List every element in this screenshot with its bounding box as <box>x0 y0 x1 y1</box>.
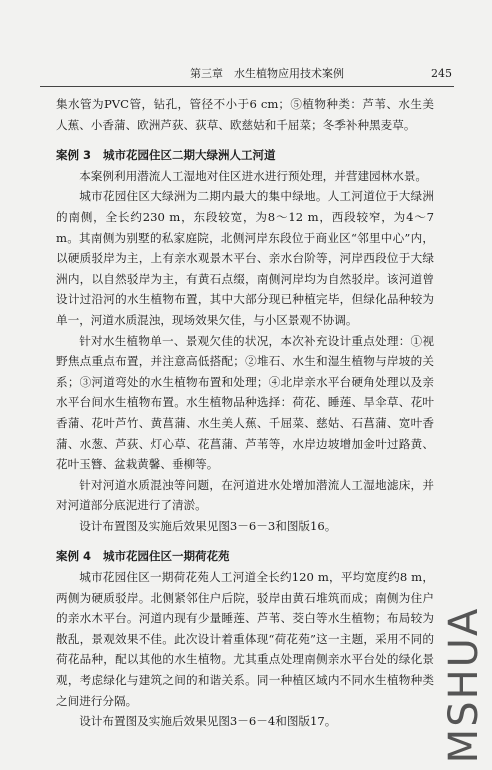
case3-heading <box>56 145 434 166</box>
page-number: 245 <box>431 67 452 80</box>
page-body <box>56 94 434 732</box>
case4-paragraph-1: 城市花园住区一期荷花苑人工河道全长约120 m，平均宽度约8 m，两侧为硬质驳岸。北侧紧邻住户后院，驳岸由黄石堆筑而成；南侧为住户的亲水木平台。河道内现有少量睡莲、芦苇、茭白等水生植物；布局较为散乱，景观效果不佳。此次设计着重体现“荷花苑”这一主题，采用不同的荷花品种，配以其他的水生植物。尤其重点处理南侧亲水平台处的绿化景观，考虑绿化与建筑之间的和谐关系。同一种植区域内不同水生植物种类之间进行分隔。 <box>56 570 434 708</box>
chapter-title: 第三章 水生植物应用技术案例 <box>190 67 344 80</box>
case4-label: 案例 4 <box>56 549 92 564</box>
case4-paragraph-2: 设计布置图及实施后效果见图3－6－4和图版17。 <box>79 714 337 729</box>
watermark <box>436 600 492 770</box>
case3-paragraph-4: 针对河道水质混浊等问题，在河道进水处增加潜流人工湿地滤床，并对河道部分底泥进行了清淤。 <box>56 477 434 513</box>
case3-title: 城市花园住区二期大绿洲人工河道 <box>103 148 276 163</box>
case4-title: 城市花园住区一期荷花苑 <box>103 549 230 564</box>
header-rule <box>40 86 454 87</box>
case3-paragraph-5: 设计布置图及实施后效果见图3－6－3和图版16。 <box>79 518 337 533</box>
case4-heading <box>56 546 434 567</box>
case3-paragraph-3: 针对水生植物单一、景观欠佳的状况，本次补充设计重点处理：①视野焦点重点布置，并注意高低搭配；②堆石、水生和湿生植物与岸坡的关系；③河道弯处的水生植物布置和处理；④北岸亲水平台硬角处理以及亲水平台间水生植物布置。水生植物品种选择：荷花、睡莲、旱伞草、花叶香蒲、花叶芦竹、黄菖蒲、水生美人蕉、千屈菜、慈姑、石菖蒲、宽叶香蒲、水葱、芦荻、灯心草、花菖蒲、芦苇等，水岸边坡增加金叶过路黄、花叶玉簪、盆栽黄馨、垂柳等。 <box>56 333 434 472</box>
case3-paragraph-2: 城市花园住区大绿洲为二期内最大的集中绿地。人工河道位于大绿洲的南侧，全长约230 m，东段较宽，为8～12 m，西段较窄，为4～7 m。其南侧为别墅的私家庭院，北侧河岸东段位于商业区“邻里中心”内，以硬质驳岸为主，上有亲水观景木平台、亲水台阶等，河岸西段位于大绿洲内，以自然驳岸为主，有黄石点缀，南侧河岸均为自然驳岸。该河道曾设计过沿河的水生植物布置，其中大部分现已种植完毕，但绿化品种较为单一，河道水质混浊，现场效果欠佳，与小区景观不协调。 <box>56 189 434 327</box>
intro-paragraph: 集水管为PVC管，钻孔，管径不小于6 cm；⑤植物种类：芦苇、水生美人蕉、小香蒲、欧洲芦荻、荻草、欧慈姑和千屈菜；冬季补种黑麦草。 <box>56 97 434 132</box>
case3-paragraph-1: 本案例利用潜流人工湿地对住区进水进行预处理，并营建园林水景。 <box>79 168 428 183</box>
case3-label: 案例 3 <box>56 148 92 163</box>
watermark-text: MSHUA <box>441 606 487 764</box>
